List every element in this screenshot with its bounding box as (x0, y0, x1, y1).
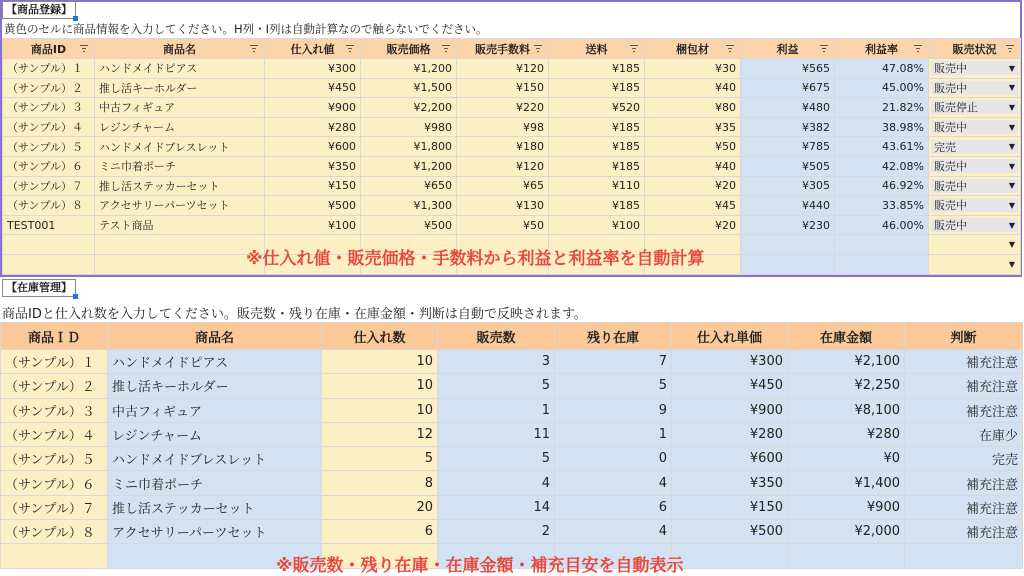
sheet1-title[interactable]: 【商品登録】 (2, 1, 76, 19)
cell-id[interactable]: （サンプル）６ (1, 471, 108, 495)
cell-unit-cost[interactable]: ¥150 (672, 495, 788, 519)
col-header-judgement[interactable]: 判断 (905, 323, 1023, 350)
cell-status[interactable] (929, 215, 1021, 235)
cell-id[interactable]: （サンプル）８ (3, 196, 95, 216)
cell-packing[interactable]: ¥20 (645, 215, 741, 235)
dropdown-caret-icon[interactable]: ▼ (1008, 200, 1015, 210)
cell-cost[interactable]: ¥500 (265, 196, 361, 216)
cell-qty-in[interactable]: 8 (322, 471, 438, 495)
status-dropdown[interactable] (931, 198, 1018, 212)
status-label: 販売中 (934, 199, 967, 213)
cell-remaining[interactable]: 1 (555, 422, 672, 446)
cell-name[interactable]: 中古フィギュア (108, 398, 322, 422)
sheet1-overlay-note: ※仕入れ値・販売価格・手数料から利益と利益率を自動計算 (246, 249, 705, 269)
cell-profit[interactable]: ¥505 (741, 156, 835, 176)
cell-margin[interactable]: 33.85% (835, 196, 929, 216)
dropdown-caret-icon[interactable]: ▼ (1008, 83, 1015, 93)
cell-stock-value[interactable]: ¥1,400 (788, 471, 905, 495)
filter-icon[interactable] (346, 45, 354, 53)
cell-shipping[interactable]: ¥185 (549, 137, 645, 157)
cell-shipping[interactable]: ¥185 (549, 59, 645, 79)
status-dropdown[interactable] (931, 159, 1018, 173)
filter-icon[interactable] (442, 45, 450, 53)
status-dropdown[interactable] (931, 238, 1018, 252)
cell-id[interactable]: （サンプル）２ (1, 374, 108, 398)
cell-name[interactable]: テスト商品 (95, 215, 265, 235)
cell-stock-value[interactable]: ¥280 (788, 422, 905, 446)
cell-price[interactable]: ¥650 (361, 176, 457, 196)
cell-cost[interactable]: ¥300 (265, 59, 361, 79)
cell-unit-cost[interactable]: ¥900 (672, 398, 788, 422)
cell-stock-value[interactable]: ¥8,100 (788, 398, 905, 422)
filter-icon[interactable] (250, 45, 258, 53)
table-row (3, 59, 1021, 79)
cell-stock-value[interactable]: ¥900 (788, 495, 905, 519)
status-dropdown[interactable] (931, 179, 1018, 193)
col-header-qty-in[interactable]: 仕入れ数 (322, 323, 438, 350)
cell-fee[interactable]: ¥65 (457, 176, 549, 196)
cell-status[interactable] (929, 176, 1021, 196)
cell-profit[interactable]: ¥675 (741, 78, 835, 98)
dropdown-caret-icon[interactable]: ▼ (1008, 122, 1015, 132)
status-label: 販売中 (934, 179, 967, 193)
cell-fee[interactable]: ¥150 (457, 78, 549, 98)
table-row (1, 447, 1023, 471)
cell-price[interactable]: ¥1,200 (361, 156, 457, 176)
empty-cell[interactable] (3, 254, 95, 274)
status-label: 販売中 (934, 160, 967, 174)
cell-qty-in[interactable]: 10 (322, 398, 438, 422)
sheet1-notice: 黄色のセルに商品情報を入力してください。H列・I列は自動計算なので触らないでください。 (4, 22, 488, 36)
dropdown-caret-icon[interactable]: ▼ (1008, 181, 1015, 191)
empty-cell[interactable] (3, 235, 95, 255)
cell-margin[interactable]: 38.98% (835, 117, 929, 137)
cell-fee[interactable]: ¥180 (457, 137, 549, 157)
cell-margin[interactable]: 43.61% (835, 137, 929, 157)
sheet2-overlay-note: ※販売数・残り在庫・在庫金額・補充目安を自動表示 (276, 556, 684, 576)
cell-fee[interactable]: ¥50 (457, 215, 549, 235)
cell-remaining[interactable]: 5 (555, 374, 672, 398)
table-row (3, 137, 1021, 157)
cell-shipping[interactable]: ¥185 (549, 156, 645, 176)
col-header-id[interactable] (3, 39, 95, 59)
filter-icon[interactable] (1006, 45, 1014, 53)
table-row (3, 98, 1021, 118)
sheet2-notice: 商品IDと仕入れ数を入力してください。販売数・残り在庫・在庫金額・判断は自動で反映されます。 (2, 307, 587, 322)
col-header-qty-sold[interactable]: 販売数 (438, 323, 555, 350)
col-header-label: 送料 (585, 42, 608, 56)
cell-name[interactable]: 中古フィギュア (95, 98, 265, 118)
cell-qty-sold[interactable]: 14 (438, 495, 555, 519)
cell-id[interactable]: （サンプル）７ (3, 176, 95, 196)
cell-profit[interactable]: ¥785 (741, 137, 835, 157)
cell-packing[interactable]: ¥30 (645, 59, 741, 79)
cell-margin[interactable]: 42.08% (835, 156, 929, 176)
status-label: 販売中 (934, 62, 967, 76)
dropdown-caret-icon[interactable]: ▼ (1008, 161, 1015, 171)
status-label: 販売中 (934, 121, 967, 135)
cell-judgement[interactable]: 補充注意 (905, 520, 1023, 544)
col-header-name[interactable] (95, 39, 265, 59)
cell-id[interactable]: （サンプル）５ (1, 447, 108, 471)
status-dropdown[interactable] (931, 140, 1018, 154)
cell-margin[interactable]: 46.92% (835, 176, 929, 196)
cell-judgement[interactable]: 補充注意 (905, 471, 1023, 495)
cell-fee[interactable]: ¥120 (457, 59, 549, 79)
status-label: 完売 (934, 140, 956, 154)
filter-icon[interactable] (914, 45, 922, 53)
table-row (1, 495, 1023, 519)
cell-qty-sold[interactable]: 2 (438, 520, 555, 544)
col-header-label: 販売価格 (386, 42, 431, 56)
cell-name[interactable]: 推し活キーホルダー (108, 374, 322, 398)
empty-cell[interactable] (929, 254, 1021, 274)
table-row (3, 196, 1021, 216)
status-label: 販売中 (934, 81, 967, 95)
table-row (1, 471, 1023, 495)
empty-cell[interactable] (905, 544, 1023, 568)
cell-name[interactable]: ハンドメイドピアス (95, 59, 265, 79)
col-header-shipping[interactable] (549, 39, 645, 59)
cell-id[interactable]: （サンプル）１ (3, 59, 95, 79)
cell-qty-sold[interactable]: 5 (438, 447, 555, 471)
cell-unit-cost[interactable]: ¥350 (672, 471, 788, 495)
cell-name[interactable]: 推し活ステッカーセット (95, 176, 265, 196)
cell-packing[interactable]: ¥35 (645, 117, 741, 137)
cell-unit-cost[interactable]: ¥280 (672, 422, 788, 446)
cell-remaining[interactable]: 4 (555, 520, 672, 544)
col-header-name[interactable]: 商品名 (108, 323, 322, 350)
cell-profit[interactable]: ¥565 (741, 59, 835, 79)
cell-fee[interactable]: ¥220 (457, 98, 549, 118)
status-dropdown[interactable] (931, 120, 1018, 134)
table-row (1, 350, 1023, 374)
cell-status[interactable] (929, 156, 1021, 176)
col-header-unit-cost[interactable]: 仕入れ単価 (672, 323, 788, 350)
cell-unit-cost[interactable]: ¥450 (672, 374, 788, 398)
col-header-price[interactable] (361, 39, 457, 59)
col-header-label: 商品名 (163, 42, 196, 56)
cell-status[interactable] (929, 98, 1021, 118)
status-label: 販売停止 (934, 101, 978, 115)
cell-judgement[interactable]: 在庫少 (905, 422, 1023, 446)
cell-status[interactable] (929, 78, 1021, 98)
status-dropdown[interactable] (931, 61, 1018, 75)
cell-cost[interactable]: ¥900 (265, 98, 361, 118)
cell-profit[interactable]: ¥440 (741, 196, 835, 216)
cell-packing[interactable]: ¥40 (645, 78, 741, 98)
cell-remaining[interactable]: 7 (555, 350, 672, 374)
empty-cell[interactable] (788, 544, 905, 568)
cell-packing[interactable]: ¥45 (645, 196, 741, 216)
cell-shipping[interactable]: ¥110 (549, 176, 645, 196)
cell-shipping[interactable]: ¥100 (549, 215, 645, 235)
cell-status[interactable] (929, 137, 1021, 157)
cell-fee[interactable]: ¥120 (457, 156, 549, 176)
cell-id[interactable]: （サンプル）４ (1, 422, 108, 446)
table-row (3, 117, 1021, 137)
cell-packing[interactable]: ¥80 (645, 98, 741, 118)
cell-qty-sold[interactable]: 4 (438, 471, 555, 495)
cell-unit-cost[interactable]: ¥500 (672, 520, 788, 544)
cell-status[interactable] (929, 117, 1021, 137)
cell-margin[interactable]: 45.00% (835, 78, 929, 98)
cell-id[interactable]: （サンプル）３ (3, 98, 95, 118)
cell-name[interactable]: レジンチャーム (108, 422, 322, 446)
cell-judgement[interactable]: 補充注意 (905, 350, 1023, 374)
cell-name[interactable]: ミニ巾着ポーチ (95, 156, 265, 176)
cell-shipping[interactable]: ¥185 (549, 196, 645, 216)
cell-qty-in[interactable]: 12 (322, 422, 438, 446)
cell-remaining[interactable]: 9 (555, 398, 672, 422)
filter-icon[interactable] (80, 45, 88, 53)
col-header-profit[interactable] (741, 39, 835, 59)
cell-id[interactable]: （サンプル）３ (1, 398, 108, 422)
table-row (1, 520, 1023, 544)
cell-profit[interactable]: ¥480 (741, 98, 835, 118)
cell-id[interactable]: （サンプル）７ (1, 495, 108, 519)
cell-id[interactable]: （サンプル）４ (3, 117, 95, 137)
cell-judgement[interactable]: 補充注意 (905, 398, 1023, 422)
cell-cost[interactable]: ¥100 (265, 215, 361, 235)
cell-id[interactable]: （サンプル）８ (1, 520, 108, 544)
cell-profit[interactable]: ¥305 (741, 176, 835, 196)
cell-margin[interactable]: 47.08% (835, 59, 929, 79)
cell-judgement[interactable]: 補充注意 (905, 495, 1023, 519)
cell-qty-in[interactable]: 10 (322, 350, 438, 374)
cell-id[interactable]: （サンプル）１ (1, 350, 108, 374)
cell-margin[interactable]: 46.00% (835, 215, 929, 235)
cell-name[interactable]: ハンドメイドブレスレット (95, 137, 265, 157)
cell-shipping[interactable]: ¥185 (549, 78, 645, 98)
col-header-label: 利益 (776, 42, 799, 56)
cell-price[interactable]: ¥2,200 (361, 98, 457, 118)
cell-stock-value[interactable]: ¥2,000 (788, 520, 905, 544)
table-row (3, 215, 1021, 235)
col-header-fee[interactable] (457, 39, 549, 59)
empty-cell[interactable] (672, 544, 788, 568)
cell-name[interactable]: ハンドメイドブレスレット (108, 447, 322, 471)
table-row (3, 78, 1021, 98)
cell-name[interactable]: 推し活ステッカーセット (108, 495, 322, 519)
status-label: 販売中 (934, 219, 967, 233)
status-dropdown[interactable] (931, 100, 1018, 114)
cell-name[interactable]: レジンチャーム (95, 117, 265, 137)
cell-qty-in[interactable]: 6 (322, 520, 438, 544)
cell-cost[interactable]: ¥280 (265, 117, 361, 137)
cell-price[interactable]: ¥500 (361, 215, 457, 235)
cell-unit-cost[interactable]: ¥600 (672, 447, 788, 471)
col-header-label: 利益率 (865, 42, 898, 56)
cell-margin[interactable]: 21.82% (835, 98, 929, 118)
cell-id[interactable]: （サンプル）２ (3, 78, 95, 98)
cell-judgement[interactable]: 完売 (905, 447, 1023, 471)
cell-qty-in[interactable]: 20 (322, 495, 438, 519)
col-header-stock-value[interactable]: 在庫金額 (788, 323, 905, 350)
cell-shipping[interactable]: ¥520 (549, 98, 645, 118)
col-header-label: 販売状況 (952, 42, 997, 56)
status-dropdown[interactable] (931, 218, 1018, 232)
cell-packing[interactable]: ¥20 (645, 176, 741, 196)
dropdown-caret-icon[interactable]: ▼ (1008, 142, 1015, 152)
product-table (2, 38, 1021, 275)
cell-qty-in[interactable]: 5 (322, 447, 438, 471)
cell-judgement[interactable]: 補充注意 (905, 374, 1023, 398)
cell-id[interactable]: （サンプル）６ (3, 156, 95, 176)
sheet2-title[interactable]: 【在庫管理】 (2, 279, 76, 297)
inventory-table (0, 322, 1023, 569)
cell-qty-sold[interactable]: 1 (438, 398, 555, 422)
cell-qty-sold[interactable]: 3 (438, 350, 555, 374)
col-header-margin[interactable] (835, 39, 929, 59)
cell-status[interactable] (929, 59, 1021, 79)
empty-cell[interactable] (95, 235, 265, 255)
cell-stock-value[interactable]: ¥0 (788, 447, 905, 471)
cell-remaining[interactable]: 4 (555, 471, 672, 495)
cell-qty-sold[interactable]: 11 (438, 422, 555, 446)
col-header-label: 販売手数料 (475, 42, 530, 56)
empty-cell[interactable] (1, 544, 108, 568)
col-header-cost[interactable] (265, 39, 361, 59)
cell-cost[interactable]: ¥450 (265, 78, 361, 98)
col-header-remaining[interactable]: 残り在庫 (555, 323, 672, 350)
cell-name[interactable]: 推し活キーホルダー (95, 78, 265, 98)
empty-cell[interactable] (741, 254, 835, 274)
cell-remaining[interactable]: 0 (555, 447, 672, 471)
table-row (1, 374, 1023, 398)
cell-id[interactable]: TEST001 (3, 215, 95, 235)
empty-cell[interactable] (835, 235, 929, 255)
col-header-packing[interactable] (645, 39, 741, 59)
cell-fee[interactable]: ¥130 (457, 196, 549, 216)
cell-price[interactable]: ¥1,200 (361, 59, 457, 79)
cell-shipping[interactable]: ¥185 (549, 117, 645, 137)
status-dropdown[interactable] (931, 257, 1018, 271)
cell-unit-cost[interactable]: ¥300 (672, 350, 788, 374)
col-header-id[interactable]: 商品ＩＤ (1, 323, 108, 350)
table-row (1, 398, 1023, 422)
dropdown-caret-icon[interactable]: ▼ (1008, 102, 1015, 112)
cell-name[interactable]: アクセサリーパーツセット (95, 196, 265, 216)
cell-qty-sold[interactable]: 5 (438, 374, 555, 398)
dropdown-caret-icon[interactable]: ▼ (1008, 63, 1015, 73)
table-row (3, 156, 1021, 176)
cell-name[interactable]: ハンドメイドピアス (108, 350, 322, 374)
col-header-label: 商品ID (30, 42, 67, 56)
cell-price[interactable]: ¥1,500 (361, 78, 457, 98)
cell-stock-value[interactable]: ¥2,100 (788, 350, 905, 374)
cell-qty-in[interactable]: 10 (322, 374, 438, 398)
cell-packing[interactable]: ¥40 (645, 156, 741, 176)
cell-name[interactable]: アクセサリーパーツセット (108, 520, 322, 544)
cell-status[interactable] (929, 196, 1021, 216)
cell-remaining[interactable]: 6 (555, 495, 672, 519)
cell-stock-value[interactable]: ¥2,250 (788, 374, 905, 398)
dropdown-caret-icon[interactable]: ▼ (1008, 259, 1015, 269)
cell-packing[interactable]: ¥50 (645, 137, 741, 157)
table-row (1, 422, 1023, 446)
status-dropdown[interactable] (931, 81, 1018, 95)
cell-name[interactable]: ミニ巾着ポーチ (108, 471, 322, 495)
dropdown-caret-icon[interactable]: ▼ (1008, 220, 1015, 230)
cell-profit[interactable]: ¥382 (741, 117, 835, 137)
col-header-status[interactable] (929, 39, 1021, 59)
cell-price[interactable]: ¥1,300 (361, 196, 457, 216)
table-row (3, 176, 1021, 196)
dropdown-caret-icon[interactable]: ▼ (1008, 240, 1015, 250)
empty-cell[interactable] (929, 235, 1021, 255)
col-header-label: 梱包材 (676, 42, 709, 56)
cell-profit[interactable]: ¥230 (741, 215, 835, 235)
empty-cell[interactable] (95, 254, 265, 274)
cell-cost[interactable]: ¥350 (265, 156, 361, 176)
cell-fee[interactable]: ¥98 (457, 117, 549, 137)
empty-cell[interactable] (741, 235, 835, 255)
cell-cost[interactable]: ¥600 (265, 137, 361, 157)
cell-cost[interactable]: ¥150 (265, 176, 361, 196)
cell-price[interactable]: ¥1,800 (361, 137, 457, 157)
filter-icon[interactable] (630, 45, 638, 53)
cell-price[interactable]: ¥980 (361, 117, 457, 137)
cell-id[interactable]: （サンプル）５ (3, 137, 95, 157)
filter-icon[interactable] (534, 45, 542, 53)
filter-icon[interactable] (820, 45, 828, 53)
empty-cell[interactable] (835, 254, 929, 274)
filter-icon[interactable] (726, 45, 734, 53)
col-header-label: 仕入れ値 (290, 42, 335, 56)
